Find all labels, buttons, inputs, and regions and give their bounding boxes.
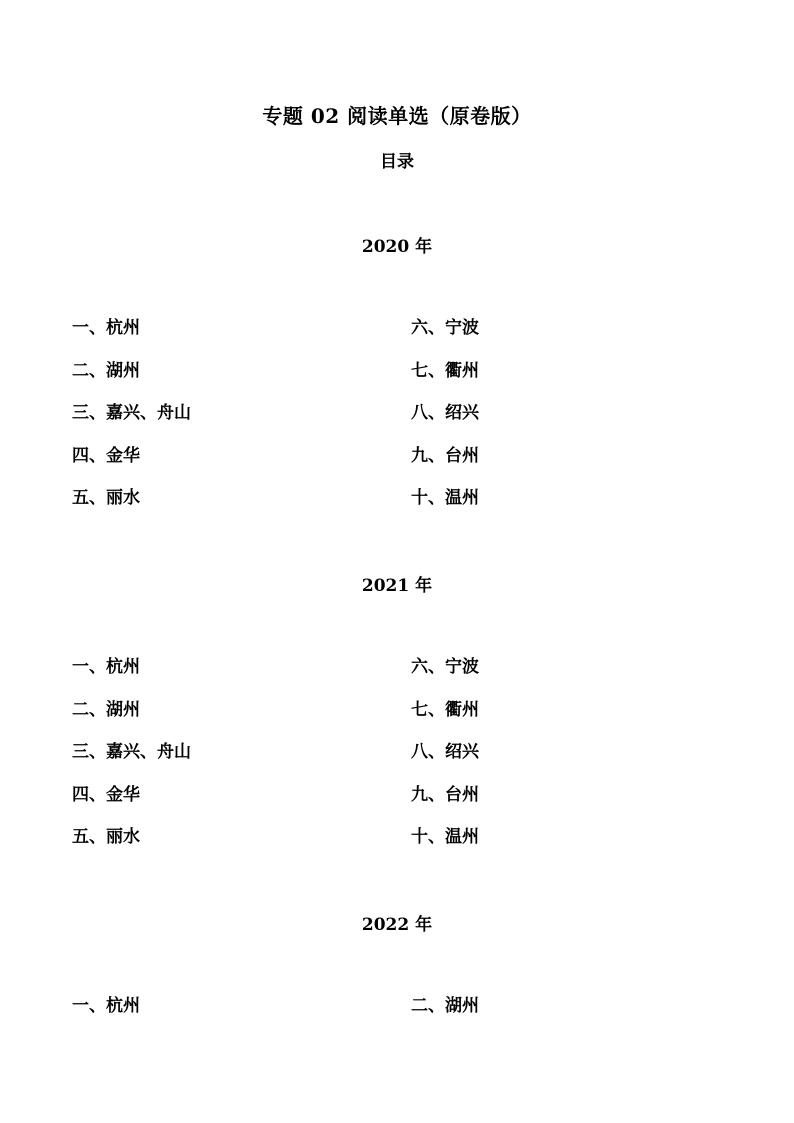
toc-link[interactable]: 四、金华 — [72, 445, 140, 466]
toc-link[interactable]: 六、宁波 — [411, 657, 479, 677]
toc-row — [72, 826, 712, 869]
toc-link[interactable]: 九、台州 — [411, 784, 479, 805]
toc-row — [72, 487, 712, 530]
toc-list — [72, 995, 712, 1038]
year-heading: 2022 年 — [361, 915, 433, 935]
toc-list — [72, 317, 712, 530]
toc-link[interactable]: 一、杭州 — [72, 657, 140, 677]
toc-link[interactable]: 九、台州 — [411, 445, 479, 466]
toc-row — [72, 741, 712, 784]
toc-link[interactable]: 二、湖州 — [72, 699, 140, 720]
toc-link[interactable]: 五、丽水 — [72, 827, 140, 847]
toc-row — [72, 445, 712, 488]
toc-link[interactable]: 八、绍兴 — [411, 403, 479, 423]
toc-link[interactable]: 一、杭州 — [72, 996, 140, 1016]
year-heading: 2020 年 — [361, 237, 433, 257]
toc-link[interactable]: 二、湖州 — [72, 360, 140, 381]
year-heading: 2021 年 — [361, 576, 433, 596]
toc-row — [72, 317, 712, 360]
toc-list — [72, 656, 712, 869]
toc-link[interactable]: 五、丽水 — [72, 488, 140, 508]
toc-row — [72, 699, 712, 742]
toc-link[interactable]: 四、金华 — [72, 784, 140, 805]
toc-link[interactable]: 三、嘉兴、舟山 — [72, 403, 191, 423]
toc-link[interactable]: 二、湖州 — [411, 996, 479, 1016]
toc-row — [72, 656, 712, 699]
toc-link[interactable]: 七、衢州 — [411, 360, 479, 381]
toc-link[interactable]: 六、宁波 — [411, 318, 479, 338]
page-title: 专题 02 阅读单选（原卷版） — [262, 104, 532, 128]
toc-row — [72, 784, 712, 827]
toc-heading: 目录 — [380, 152, 414, 172]
toc-link[interactable]: 一、杭州 — [72, 318, 140, 338]
toc-link[interactable]: 十、温州 — [411, 488, 479, 508]
toc-row — [72, 995, 712, 1038]
toc-link[interactable]: 七、衢州 — [411, 699, 479, 720]
toc-link[interactable]: 八、绍兴 — [411, 742, 479, 762]
toc-link[interactable]: 十、温州 — [411, 827, 479, 847]
toc-row — [72, 402, 712, 445]
toc-row — [72, 360, 712, 403]
toc-link[interactable]: 三、嘉兴、舟山 — [72, 742, 191, 762]
